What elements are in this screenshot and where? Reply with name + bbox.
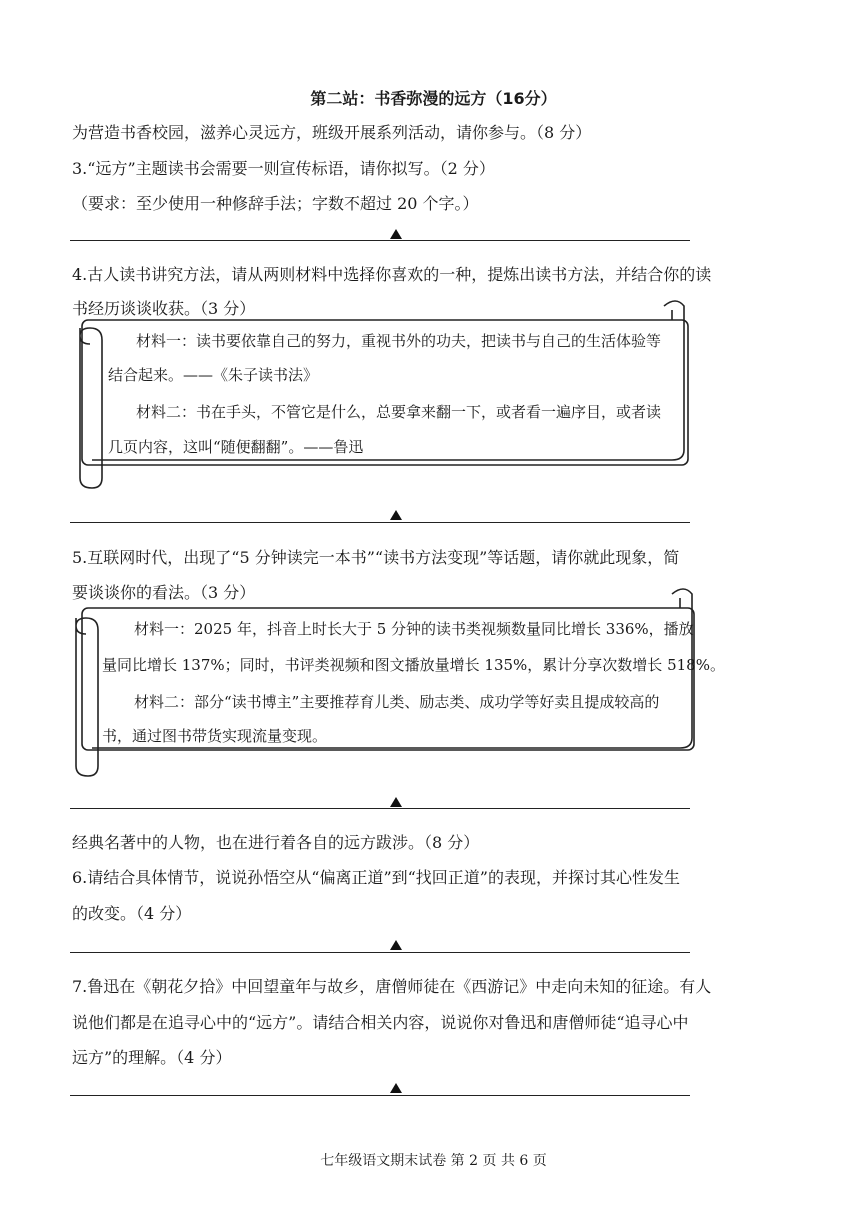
page-footer: 七年级语文期末试卷 第 2 页 共 6 页 bbox=[320, 1153, 547, 1169]
q4-material-2a: 材料二：书在手头，不管它是什么，总要拿来翻一下，或者看一遍序目，或者读 bbox=[136, 403, 662, 421]
q6-line-2: 的改变。（4 分） bbox=[72, 904, 192, 923]
scroll-frame-icon bbox=[72, 300, 696, 490]
q4-material-1a: 材料一：读书要依靠自己的努力，重视书外的功夫，把读书与自己的生活体验等 bbox=[136, 332, 662, 350]
q3-line-1: 3.“远方”主题读书会需要一则宣传标语，请你拟写。（2 分） bbox=[72, 159, 495, 178]
q4-material-1b: 结合起来。——《朱子读书法》 bbox=[108, 366, 319, 384]
triangle-marker bbox=[390, 1083, 402, 1093]
answer-line bbox=[70, 952, 690, 953]
answer-line bbox=[70, 240, 690, 241]
q6-line-1: 6.请结合具体情节，说说孙悟空从“偏离正道”到“找回正道”的表现，并探讨其心性发生 bbox=[72, 868, 680, 887]
triangle-marker bbox=[390, 229, 402, 239]
q4-line-1: 4.古人读书讲究方法，请从两则材料中选择你喜欢的一种，提炼出读书方法，并结合你的读 bbox=[72, 265, 712, 284]
q5-material-1b: 量同比增长 137%；同时，书评类视频和图文播放量增长 135%，累计分享次数增长 518%。 bbox=[102, 656, 725, 674]
intro2-text: 经典名著中的人物，也在进行着各自的远方跋涉。（8 分） bbox=[72, 833, 480, 852]
q7-line-3: 远方”的理解。（4 分） bbox=[72, 1048, 232, 1067]
q4-line-2: 书经历谈谈收获。（3 分） bbox=[72, 299, 256, 318]
q5-line-2: 要谈谈你的看法。（3 分） bbox=[72, 583, 256, 602]
material-scroll bbox=[72, 588, 725, 778]
q3-line-2: （要求：至少使用一种修辞手法；字数不超过 20 个字。） bbox=[72, 194, 479, 213]
q5-material-1a: 材料一：2025 年，抖音上时长大于 5 分钟的读书类视频数量同比增长 336%，播放 bbox=[134, 620, 694, 638]
q5-material-2b: 书，通过图书带货实现流量变现。 bbox=[102, 727, 328, 745]
q5-line-1: 5.互联网时代，出现了“5 分钟读完一本书”“读书方法变现”等话题，请你就此现象，简 bbox=[72, 548, 680, 567]
answer-line bbox=[70, 1095, 690, 1096]
answer-line bbox=[70, 808, 690, 809]
material-scroll bbox=[72, 300, 696, 490]
triangle-marker bbox=[390, 797, 402, 807]
triangle-marker bbox=[390, 510, 402, 520]
section-title: 第二站：书香弥漫的远方（16分） bbox=[310, 89, 557, 108]
scroll-frame-icon bbox=[72, 588, 696, 778]
intro-text: 为营造书香校园，滋养心灵远方，班级开展系列活动，请你参与。（8 分） bbox=[72, 123, 592, 142]
answer-line bbox=[70, 522, 690, 523]
q7-line-1: 7.鲁迅在《朝花夕拾》中回望童年与故乡，唐僧师徒在《西游记》中走向未知的征途。有人 bbox=[72, 977, 712, 996]
q5-material-2a: 材料二：部分“读书博主”主要推荐育儿类、励志类、成功学等好卖且提成较高的 bbox=[134, 693, 660, 711]
triangle-marker bbox=[390, 940, 402, 950]
q7-line-2: 说他们都是在追寻心中的“远方”。请结合相关内容，说说你对鲁迅和唐僧师徒“追寻心中 bbox=[72, 1013, 689, 1032]
q4-material-2b: 几页内容，这叫“随便翻翻”。——鲁迅 bbox=[108, 438, 364, 456]
